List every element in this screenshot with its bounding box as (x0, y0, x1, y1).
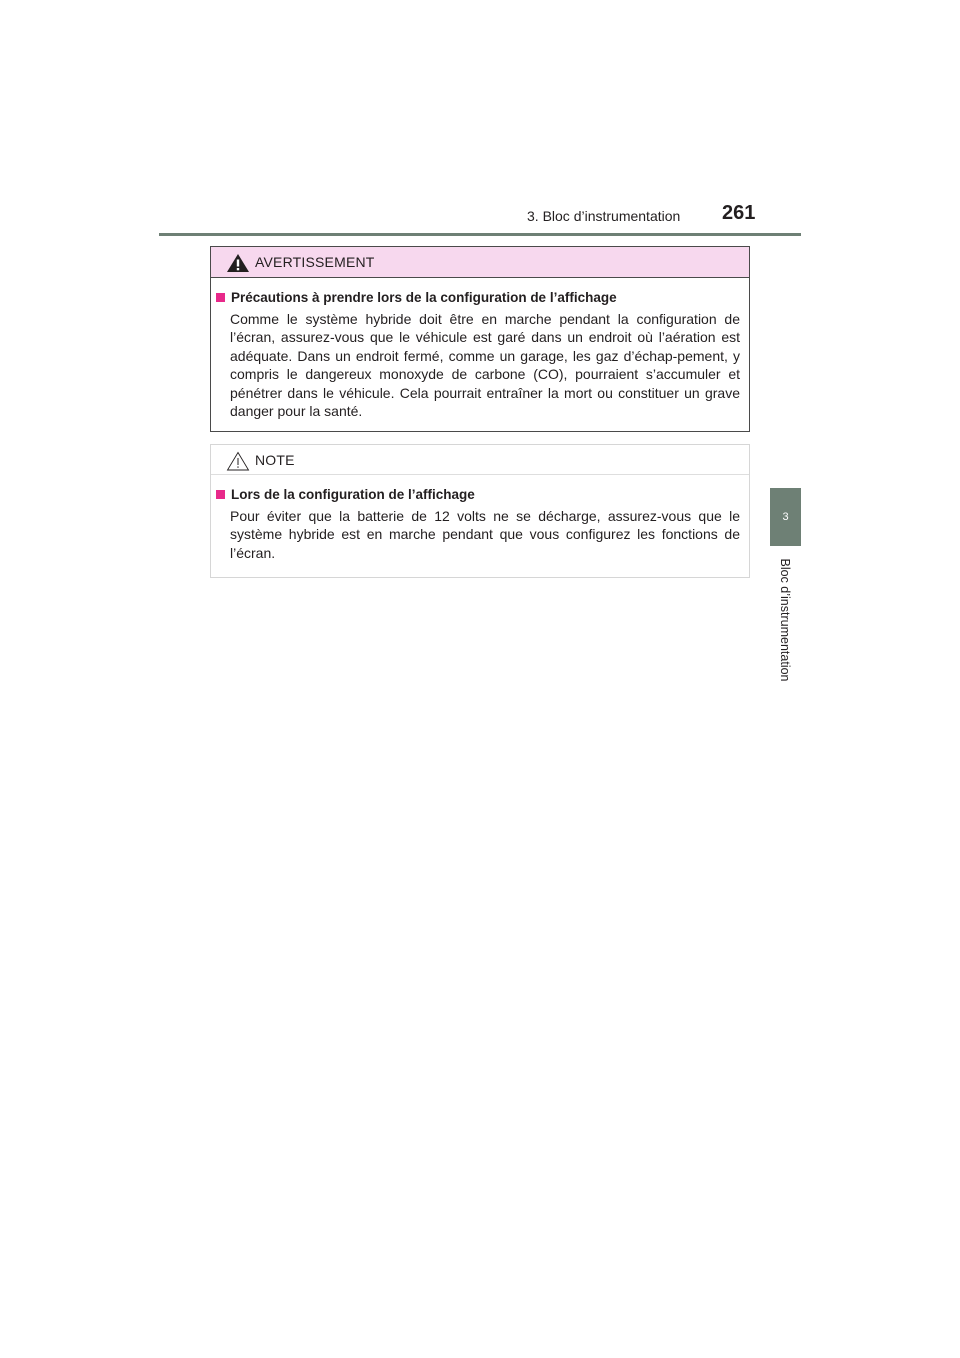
warning-triangle-icon (226, 253, 250, 273)
warning-item-body: Comme le système hybride doit être en marche pendant la configuration de l’écran, assurez-vous que le véhicule est garé dans un endroit où l’aération est adéquate. Dans un endroit fermé, comme un garage, les gaz d’échap-pement, y compris le dangereux monoxyde de carbone (CO), pourraient s’accumuler et pénétrer dans le véhicule. Cela pourrait entraîner la mort ou constituer un grave danger pour la santé. (230, 311, 740, 420)
chapter-tab (770, 488, 801, 546)
note-label: NOTE (255, 452, 295, 468)
warning-label: AVERTISSEMENT (255, 254, 375, 270)
caution-triangle-outline-icon (226, 451, 250, 471)
warning-box (210, 246, 750, 432)
warning-item-title (216, 290, 617, 305)
note-box (210, 444, 750, 578)
chapter-label: Bloc d’instrumentation (778, 558, 792, 682)
note-item-title-text: Lors de la configuration de l’affichage (231, 487, 475, 502)
note-item-body: Pour éviter que la batterie de 12 volts ne se décharge, assurez-vous que le système hybride est en marche pendant que vous configurez les fonctions de l’écran. (230, 508, 740, 561)
warning-header (211, 247, 749, 278)
page-number: 261 (722, 202, 756, 224)
bullet-square-icon (216, 293, 225, 302)
warning-item-title-text: Précautions à prendre lors de la configuration de l’affichage (231, 290, 617, 305)
note-header (211, 445, 749, 475)
section-title: 3. Bloc d’instrumentation (527, 208, 681, 224)
note-item-title (216, 487, 475, 502)
bullet-square-icon (216, 490, 225, 499)
chapter-number: 3 (782, 511, 789, 523)
header-rule (159, 233, 801, 236)
